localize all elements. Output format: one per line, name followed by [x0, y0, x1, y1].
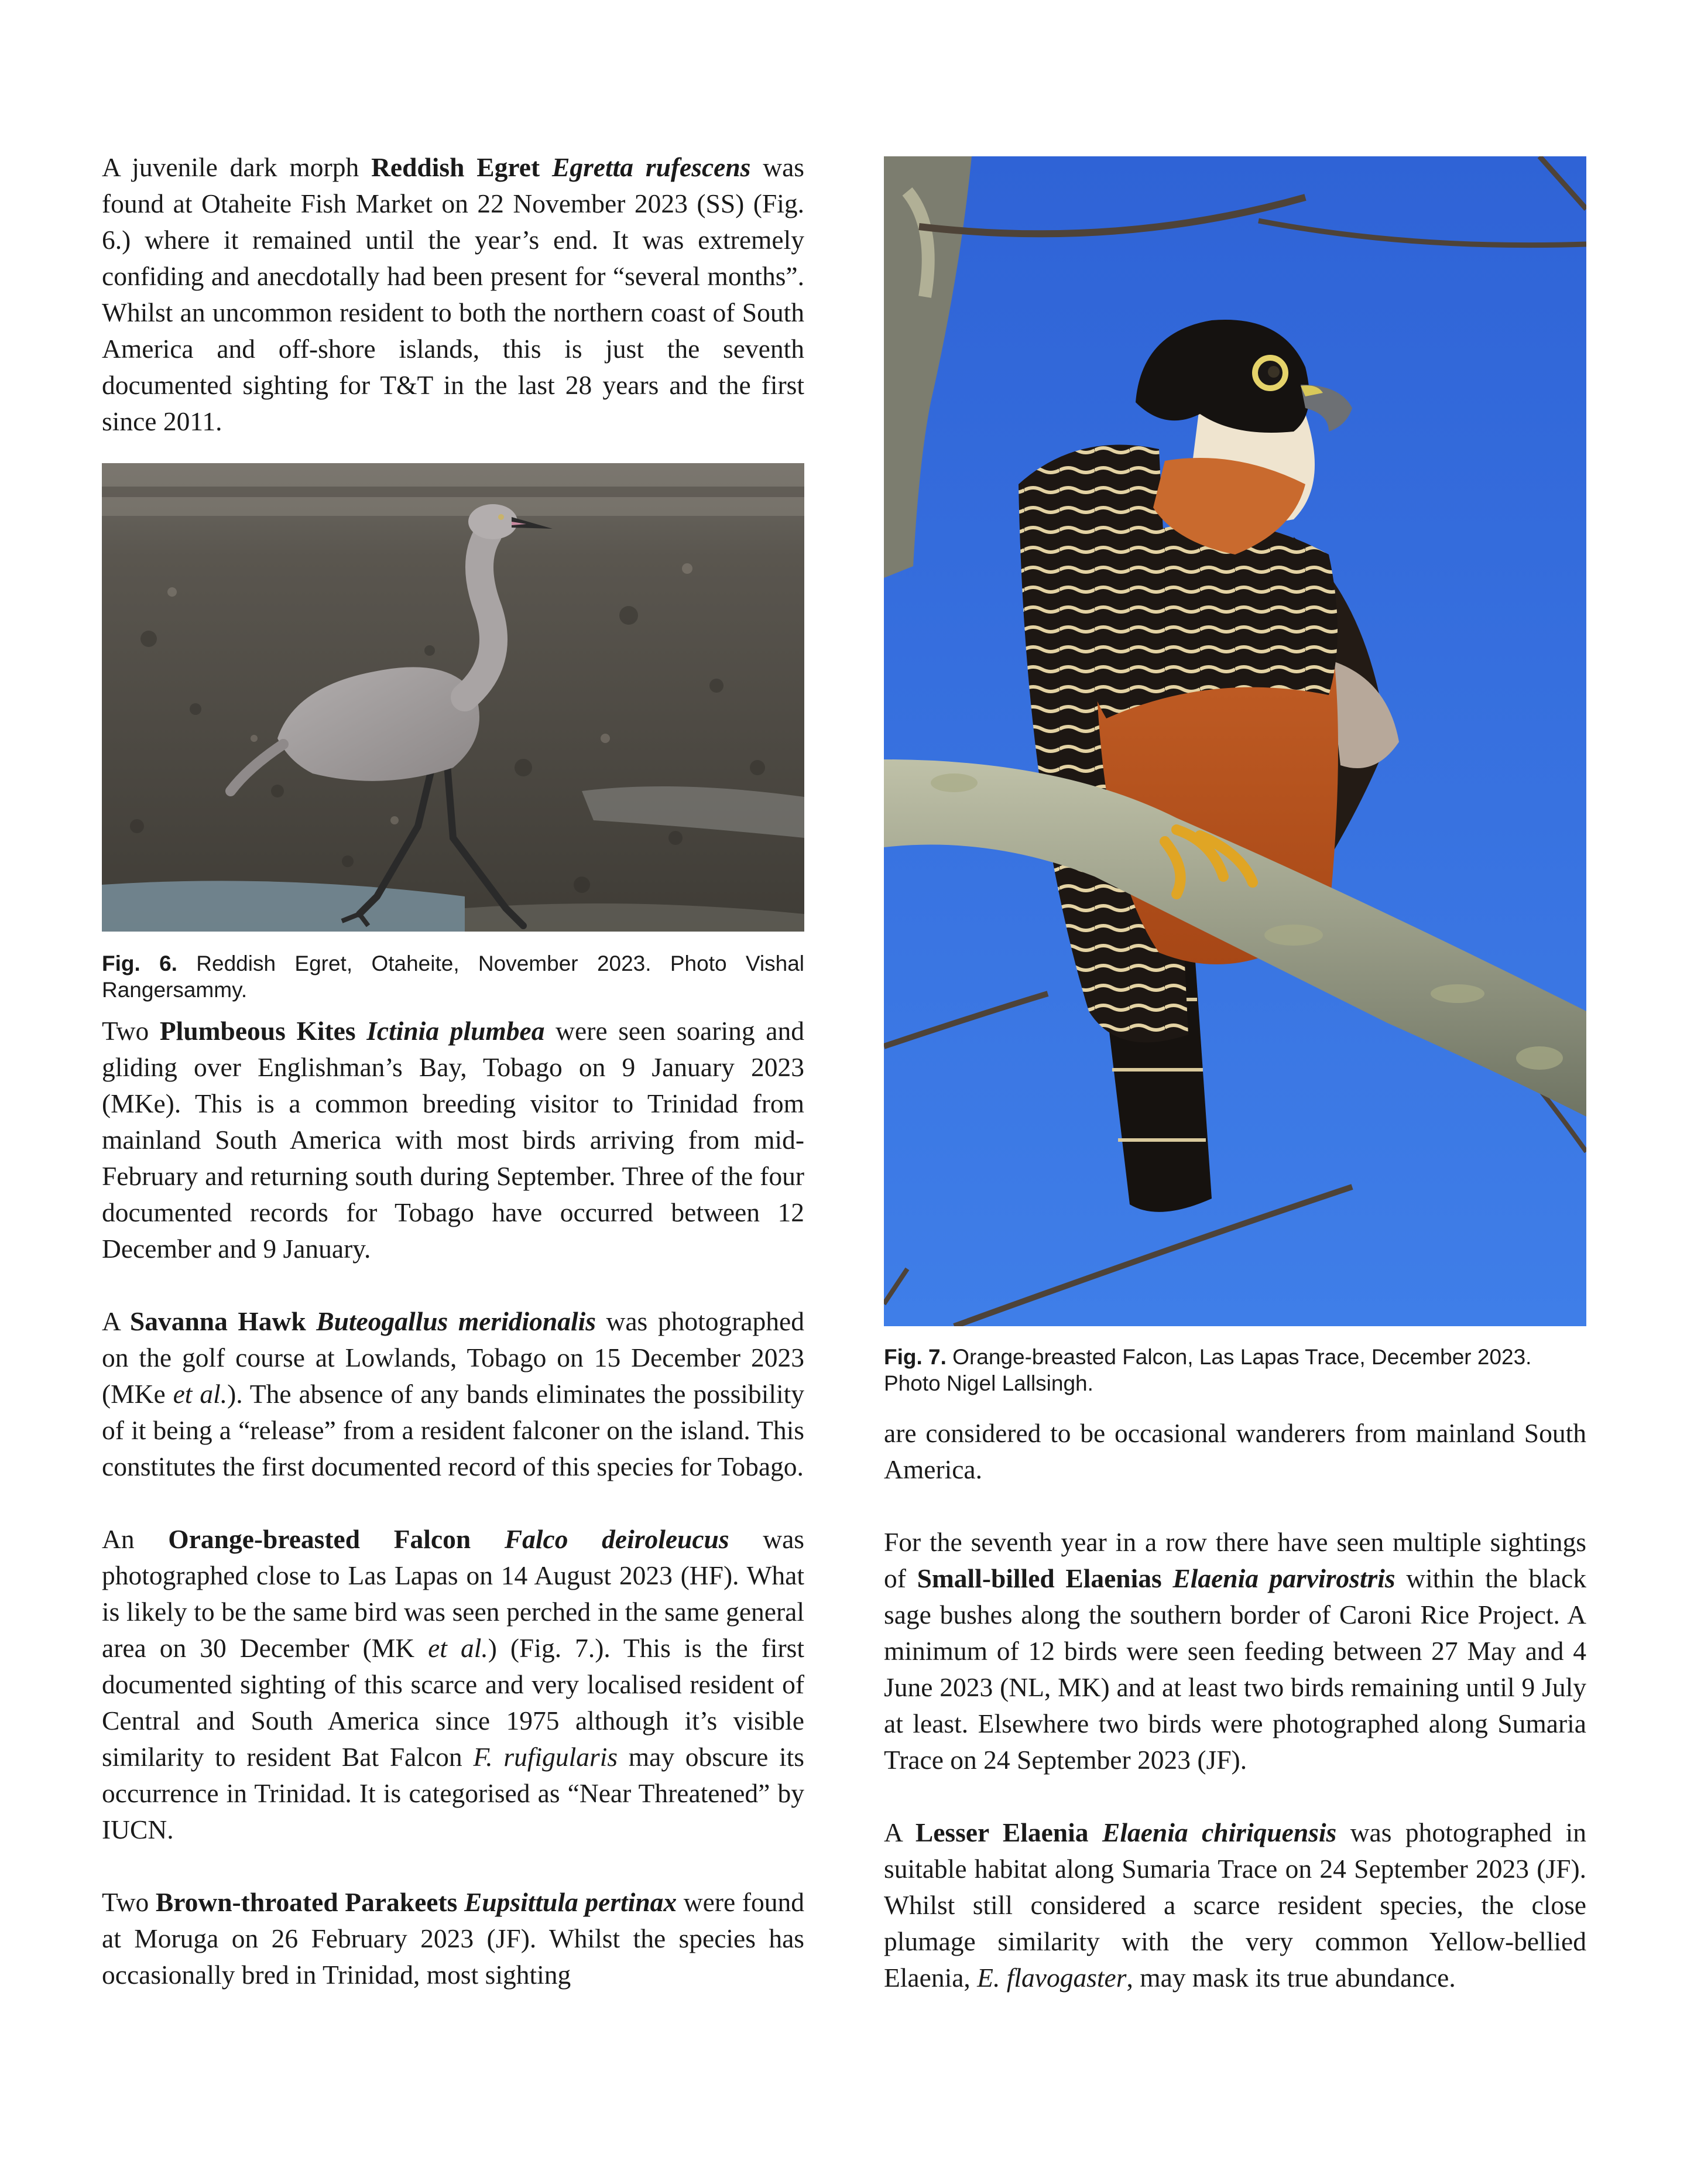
paragraph-text: ) (Fig. 7.). This is the first documented sighting of this scarce and very localised resident of Central and South America since 1975 although it’s visible similarity to resident Bat Falcon: [102, 1633, 805, 1772]
paragraph-text: An: [102, 1524, 169, 1554]
species-name: et al.: [173, 1379, 228, 1409]
species-name: Elaenia chiriquensis: [1102, 1817, 1337, 1847]
figure-7-caption: [884, 1344, 1586, 1396]
figure-6-label: Fig. 6.: [102, 951, 177, 975]
paragraph-lesser-elaenia: [884, 1815, 1586, 1996]
common-name: Savanna Hawk: [129, 1306, 317, 1336]
paragraph-text: were found at Moruga on 26 February 2023 (JF). Whilst the species has occasionally bred in Trinidad, most sighting: [102, 1887, 804, 1990]
paragraph-text: For the seventh year in a row there have seen multiple sightings of: [884, 1527, 1586, 1593]
figure-7-text: Orange-breasted Falcon, Las Lapas Trace, December 2023. Photo Nigel Lallsingh.: [884, 1345, 1532, 1395]
paragraph-parakeet-continued: [884, 1415, 1586, 1488]
right-column: [884, 156, 1586, 1996]
paragraph-text: within the black sage bushes along the southern border of Caroni Rice Project. A minimum of 12 birds were seen feeding between 27 May and 4 June 2023 (NL, MK) and at least two birds remaining until 9 July at least. Elsewhere two birds were photographed along Sumaria Trace on 24 September 2023 (JF).: [884, 1563, 1586, 1775]
figure-6-text: Reddish Egret, Otaheite, November 2023. Photo Vishal Rangersammy.: [102, 951, 805, 1002]
paragraph-text: ). The absence of any bands eliminates the possibility of it being a “release” from a resident falconer on the island. This constitutes the first documented record of this species for Tobago.: [102, 1379, 805, 1481]
paragraph-text: was photographed in suitable habitat along Sumaria Trace on 24 September 2023 (JF). Whilst still considered a scarce resident species, the close plumage similarity with the very common Yellow-bellied Elaenia,: [884, 1817, 1586, 1993]
common-name: Brown-throated Parakeets: [155, 1887, 465, 1917]
species-name: Ictinia plumbea: [366, 1016, 545, 1046]
paragraph-plumbeous-kite: [102, 1013, 804, 1267]
species-name: et al.: [428, 1633, 488, 1663]
paragraph-text: A juvenile dark morph: [102, 152, 372, 182]
paragraph-text: were seen soaring and gliding over Englishman’s Bay, Tobago on 9 January 2023 (MKe). This is a common breeding visitor to Trinidad from mainland South America with most birds arriving from mid-February and returning south during September. Three of the four documented records for Tobago have occurred between 12 December and 9 January.: [102, 1016, 805, 1264]
species-name: Eupsittula pertinax: [464, 1887, 677, 1917]
paragraph-text: was photographed on the golf course at Lowlands, Tobago on 15 December 2023 (MKe: [102, 1306, 804, 1409]
figure-7-label: Fig. 7.: [884, 1345, 947, 1369]
reddish-egret-photo: [102, 463, 804, 932]
paragraph-small-billed-elaenia: [884, 1524, 1586, 1778]
left-column: [102, 149, 804, 1993]
species-name: Falco deiroleucus: [504, 1524, 729, 1554]
paragraph-text: may obscure its occurrence in Trinidad. It is categorised as “Near Threatened” by IUCN.: [102, 1742, 804, 1844]
common-name: Lesser Elaenia: [915, 1817, 1102, 1847]
species-name: Elaenia parvirostris: [1172, 1563, 1395, 1593]
paragraph-text: was found at Otaheite Fish Market on 22 November 2023 (SS) (Fig. 6.) where it remained until the year’s end. It was extremely confiding and anecdotally had been present for “several months”. Whilst an uncommon resident to both the northern coast of South America and off-shore islands, this is just the seventh documented sighting for T&T in the last 28 years and the first since 2011.: [102, 152, 805, 436]
paragraph-text: was photographed close to Las Lapas on 14 August 2023 (HF). What is likely to be the same bird was seen perched in the same general area on 30 December (MK: [102, 1524, 805, 1663]
paragraph-savanna-hawk: [102, 1303, 804, 1485]
paragraph-text: are considered to be occasional wanderers from mainland South America.: [884, 1418, 1586, 1484]
paragraph-text: Two: [102, 1887, 156, 1917]
common-name: Orange-breasted Falcon: [168, 1524, 505, 1554]
paragraph-orange-breasted-falcon: [102, 1521, 804, 1848]
common-name: Plumbeous Kites: [159, 1016, 367, 1046]
figure-6-caption: [102, 950, 804, 1003]
species-name: E. flavogaster: [977, 1963, 1127, 1993]
common-name: Reddish Egret: [371, 152, 552, 182]
paragraph-text: Two: [102, 1016, 160, 1046]
species-name: Buteogallus meridionalis: [316, 1306, 596, 1336]
paragraph-brown-throated-parakeet: [102, 1884, 804, 1993]
paragraph-text: A: [102, 1306, 130, 1336]
paragraph-text: A: [884, 1817, 915, 1847]
orange-breasted-falcon-photo: [884, 156, 1586, 1326]
species-name: F. rufigularis: [473, 1742, 618, 1772]
common-name: Small-billed Elaenias: [917, 1563, 1173, 1593]
paragraph-text: , may mask its true abundance.: [1126, 1963, 1456, 1993]
species-name: Egretta rufescens: [551, 152, 751, 182]
paragraph-reddish-egret: [102, 149, 804, 440]
